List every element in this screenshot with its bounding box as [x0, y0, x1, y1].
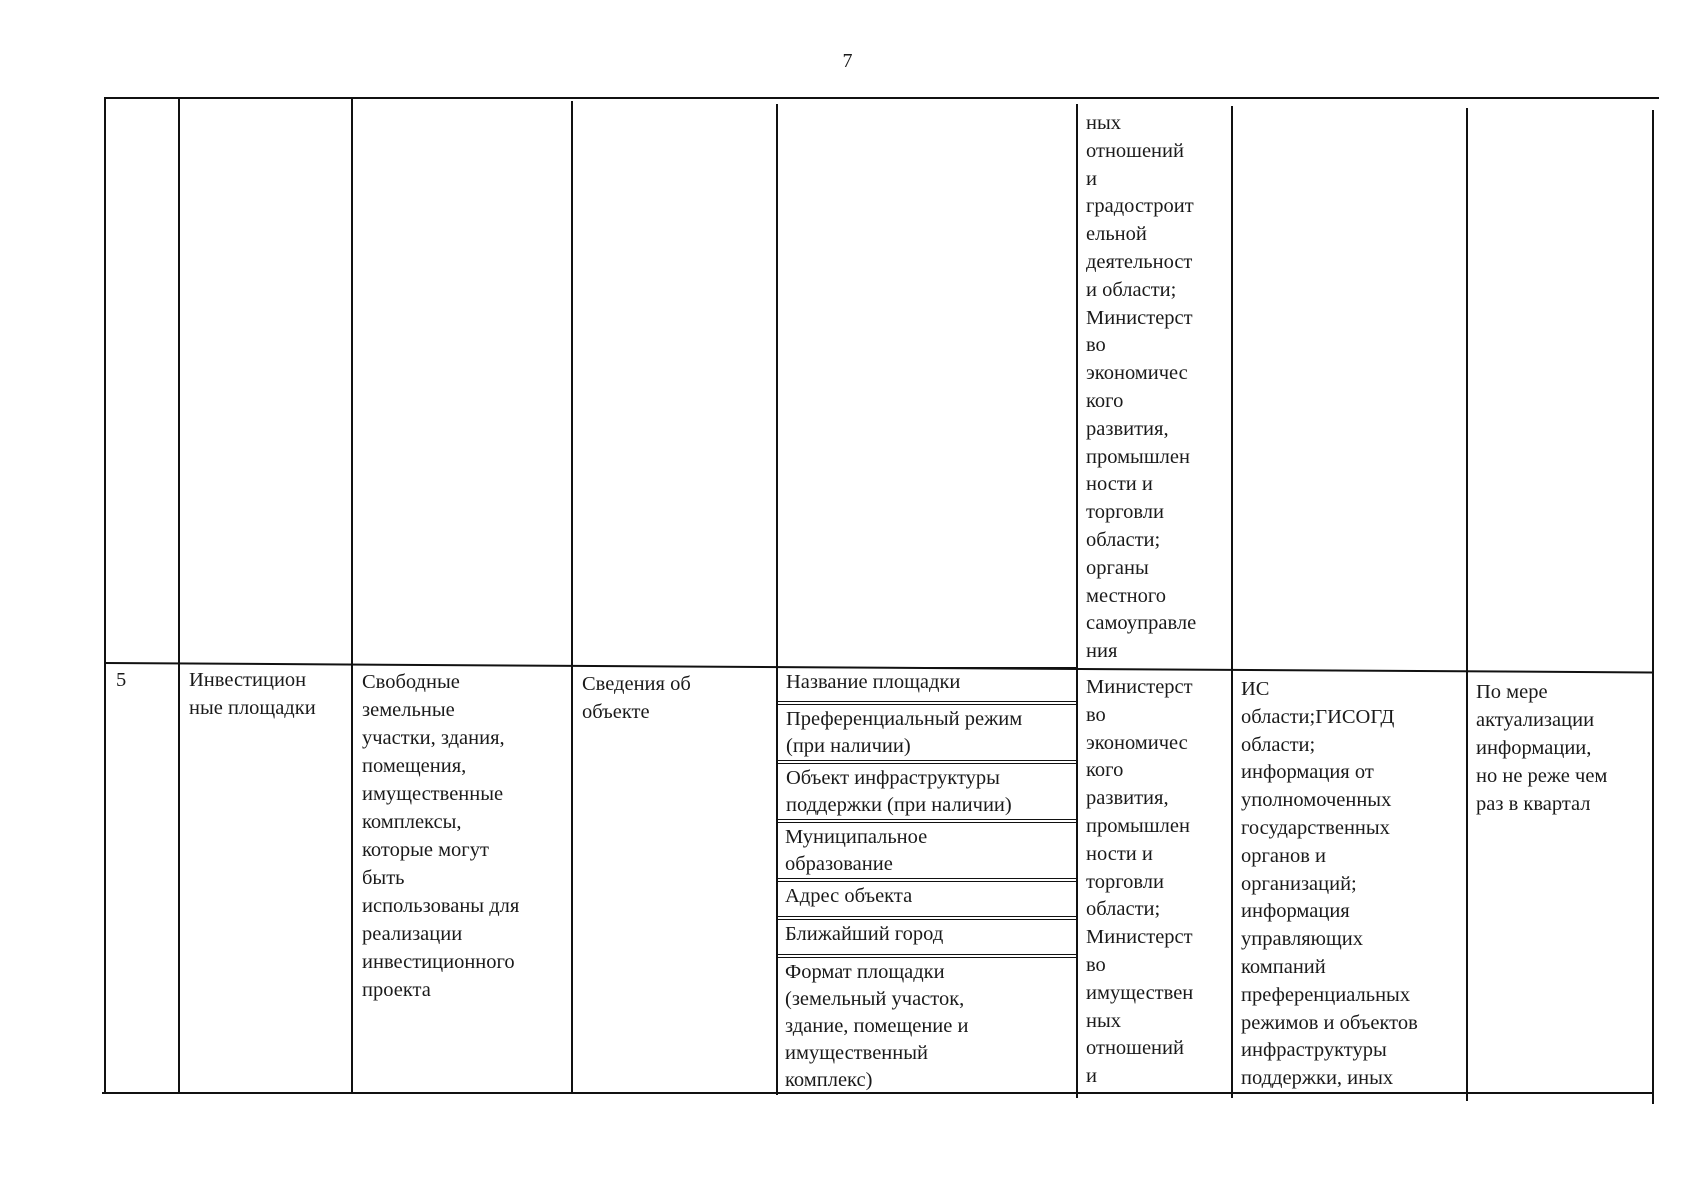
field-municipality: Муниципальное образование	[776, 822, 1077, 879]
field-object-address: Адрес объекта	[776, 881, 1077, 917]
col-divider-1	[178, 97, 180, 1094]
table-right-border	[1652, 110, 1654, 1104]
table-left-border	[104, 97, 106, 1094]
page-number: 7	[842, 50, 853, 72]
row-description-cell: Свободные земельные участки, здания, помещения, имущественные комплексы, которые могут быть использованы для реализации инвестиционного проекта	[362, 671, 520, 1001]
field-nearest-city: Ближайший город	[776, 919, 1077, 955]
continuation-responsible-cell: ных отношений и градостроит ельной деятельност и области; Министерст во экономичес кого развития, промышлен ности и торговли области; органы местного самоуправле ния	[1086, 112, 1197, 663]
row-sources-cell: ИС области;ГИСОГД области; информация от уполномоченных государственных органов и организаций; информация управляющих компаний преференциальных режимов и объектов инфраструктуры поддержки, иных	[1241, 678, 1418, 1090]
col-divider-3	[571, 101, 573, 1094]
row-number-cell: 5	[116, 669, 127, 691]
field-site-name: Название площадки	[777, 667, 1077, 702]
row-name-cell: Инвестицион ные площадки	[189, 669, 316, 719]
col-divider-2	[351, 99, 353, 1094]
col-divider-7	[1466, 108, 1468, 1101]
table-top-border	[104, 97, 1659, 99]
field-site-format: Формат площадки (земельный участок, здание, помещение и имущественный комплекс)	[776, 957, 1077, 1094]
field-preferential-regime: Преференциальный режим (при наличии)	[777, 704, 1077, 761]
row-data-type-cell: Сведения об объекте	[582, 673, 691, 723]
row-frequency-cell: По мере актуализации информации, но не реже чем раз в квартал	[1476, 681, 1608, 815]
field-support-infrastructure: Объект инфраструктуры поддержки (при наличии)	[777, 763, 1077, 820]
row-responsible-cell: Министерст во экономичес кого развития, промышлен ности и торговли области; Министерст во имуществен ных отношений и	[1086, 676, 1194, 1088]
